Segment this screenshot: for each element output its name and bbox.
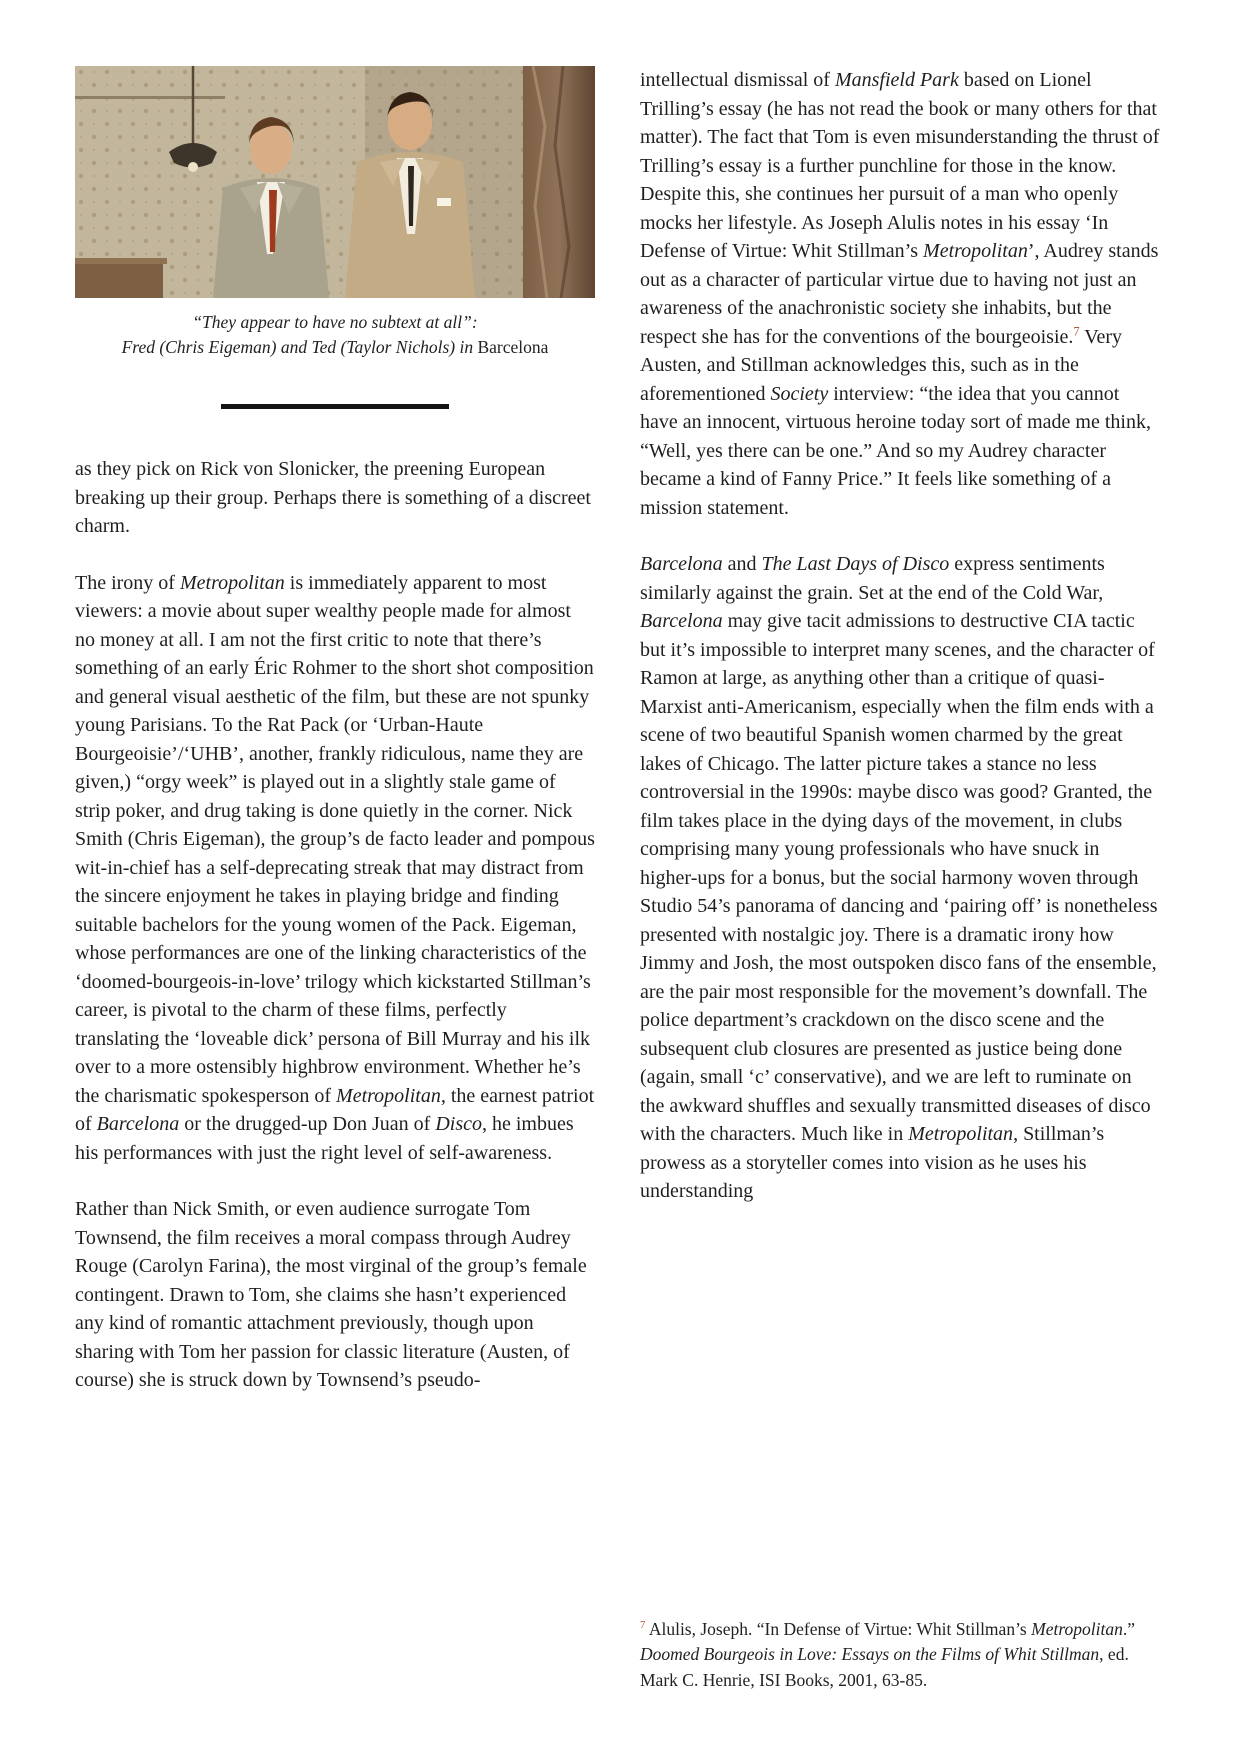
photo-caption-line-1: “They appear to have no subtext at all”: <box>192 312 478 332</box>
paragraph: Rather than Nick Smith, or even audience surrogate Tom Townsend, the film receives a moral compass through Audrey Rouge (Carolyn Farina), the most virginal of the group’s female contingent. Drawn to Tom, she claims she hasn’t experienced any kind of romantic attachment previously, though upon sharing with Tom her passion for classic literature (Austen, of course) she is struck down by Townsend’s pseudo- <box>75 1198 587 1391</box>
film-still-illustration <box>75 66 595 298</box>
right-column-text <box>640 66 1160 1206</box>
photo-caption-line-2: Fred (Chris Eigeman) and Ted (Taylor Nichols) in Barcelona <box>121 337 549 357</box>
paragraph: Barcelona and The Last Days of Disco express sentiments similarly against the grain. Set at the end of the Cold War, Barcelona may give tacit admissions to destructive CIA tactic but it’s impossible to interpret many scenes, and the character of Ramon at large, as anything other than a critique of quasi-Marxist anti-Americanism, especially when the film ends with a scene of two beautiful Spanish women charmed by the great lakes of Chicago. The latter picture takes a stance no less controversial in the 1990s: maybe disco was good? Granted, the film takes place in the dying days of the movement, in clubs comprising many young professionals who have snuck in higher-ups for a bonus, but the social harmony woven through Studio 54’s panorama of dancing and ‘pairing off’ is nonetheless presented with nostalgic joy. There is a dramatic irony how Jimmy and Josh, the most outspoken disco fans of the ensemble, are the pair most responsible for the movement’s downfall. The police department’s crackdown on the disco scene and the subsequent club closures are presented as justice being done (again, small ‘c’ conservative), and we are left to ruminate on the awkward shuffles and sexually transmitted diseases of disco with the characters. Much like in Metropolitan, Stillman’s prowess as a storyteller comes into vision as he uses his understanding <box>640 553 1158 1202</box>
article-photo <box>75 66 595 298</box>
paragraph: as they pick on Rick von Slonicker, the preening European breaking up their group. Perhaps there is something of a discreet charm. <box>75 458 591 537</box>
paragraph: intellectual dismissal of Mansfield Park based on Lionel Trilling’s essay (he has not read the book or many others for that matter). The fact that Tom is even misunderstanding the thrust of Trilling’s essay is a further punchline for those in the know. Despite this, she continues her pursuit of a man who openly mocks her lifestyle. As Joseph Alulis notes in his essay ‘In Defense of Virtue: Whit Stillman’s Metropolitan’, Audrey stands out as a character of particular virtue due to having not just an awareness of the anachronistic society she inhabits, but the respect she has for the conventions of the bourgeoisie.$^7$ Very Austen, and Stillman acknowledges this, such as in the aforementioned Society interview: “the idea that you cannot have an innocent, virtuous heroine today sort of made me think, “Well, yes there can be one.” And so my Audrey character became a kind of Fanny Price.” It feels like something of a mission statement. <box>640 69 1160 519</box>
footnote: $^7$ Alulis, Joseph. “In Defense of Virtue: Whit Stillman’s Metropolitan.” Doomed Bourgeois in Love: Essays on the Films of Whit Stillman, ed. Mark C. Henrie, ISI Books, 2001, 63-85. <box>640 1618 1135 1690</box>
photo-caption <box>75 310 595 360</box>
left-column <box>75 66 595 1693</box>
left-column-text <box>75 455 595 1395</box>
right-column <box>640 66 1160 1693</box>
section-divider <box>221 404 449 409</box>
paragraph: The irony of Metropolitan is immediately apparent to most viewers: a movie about super wealthy people made for almost no money at all. I am not the first critic to note that there’s something of an early Éric Rohmer to the short shot composition and general visual aesthetic of the film, but these are not spunky young Parisians. To the Rat Pack (or ‘Urban-Haute Bourgeoisie’/‘UHB’, another, frankly ridiculous, name they are given,) “orgy week” is played out in a slightly stale game of strip poker, and drug taking is done quietly in the corner. Nick Smith (Chris Eigeman), the group’s de facto leader and pompous wit-in-chief has a self-deprecating streak that may distract from the sincere enjoyment he takes in playing bridge and finding suitable bachelors for the young women of the Pack. Eigeman, whose performances are one of the linking characteristics of the ‘doomed-bourgeois-in-love’ trilogy which kickstarted Stillman’s career, is pivotal to the charm of these films, perfectly translating the ‘loveable dick’ persona of Bill Murray and his ilk over to a more ostensibly highbrow environment. Whether he’s the charismatic spokesperson of Metropolitan, the earnest patriot of Barcelona or the drugged-up Don Juan of Disco, he imbues his performances with just the right level of self-awareness. <box>75 571 595 1164</box>
